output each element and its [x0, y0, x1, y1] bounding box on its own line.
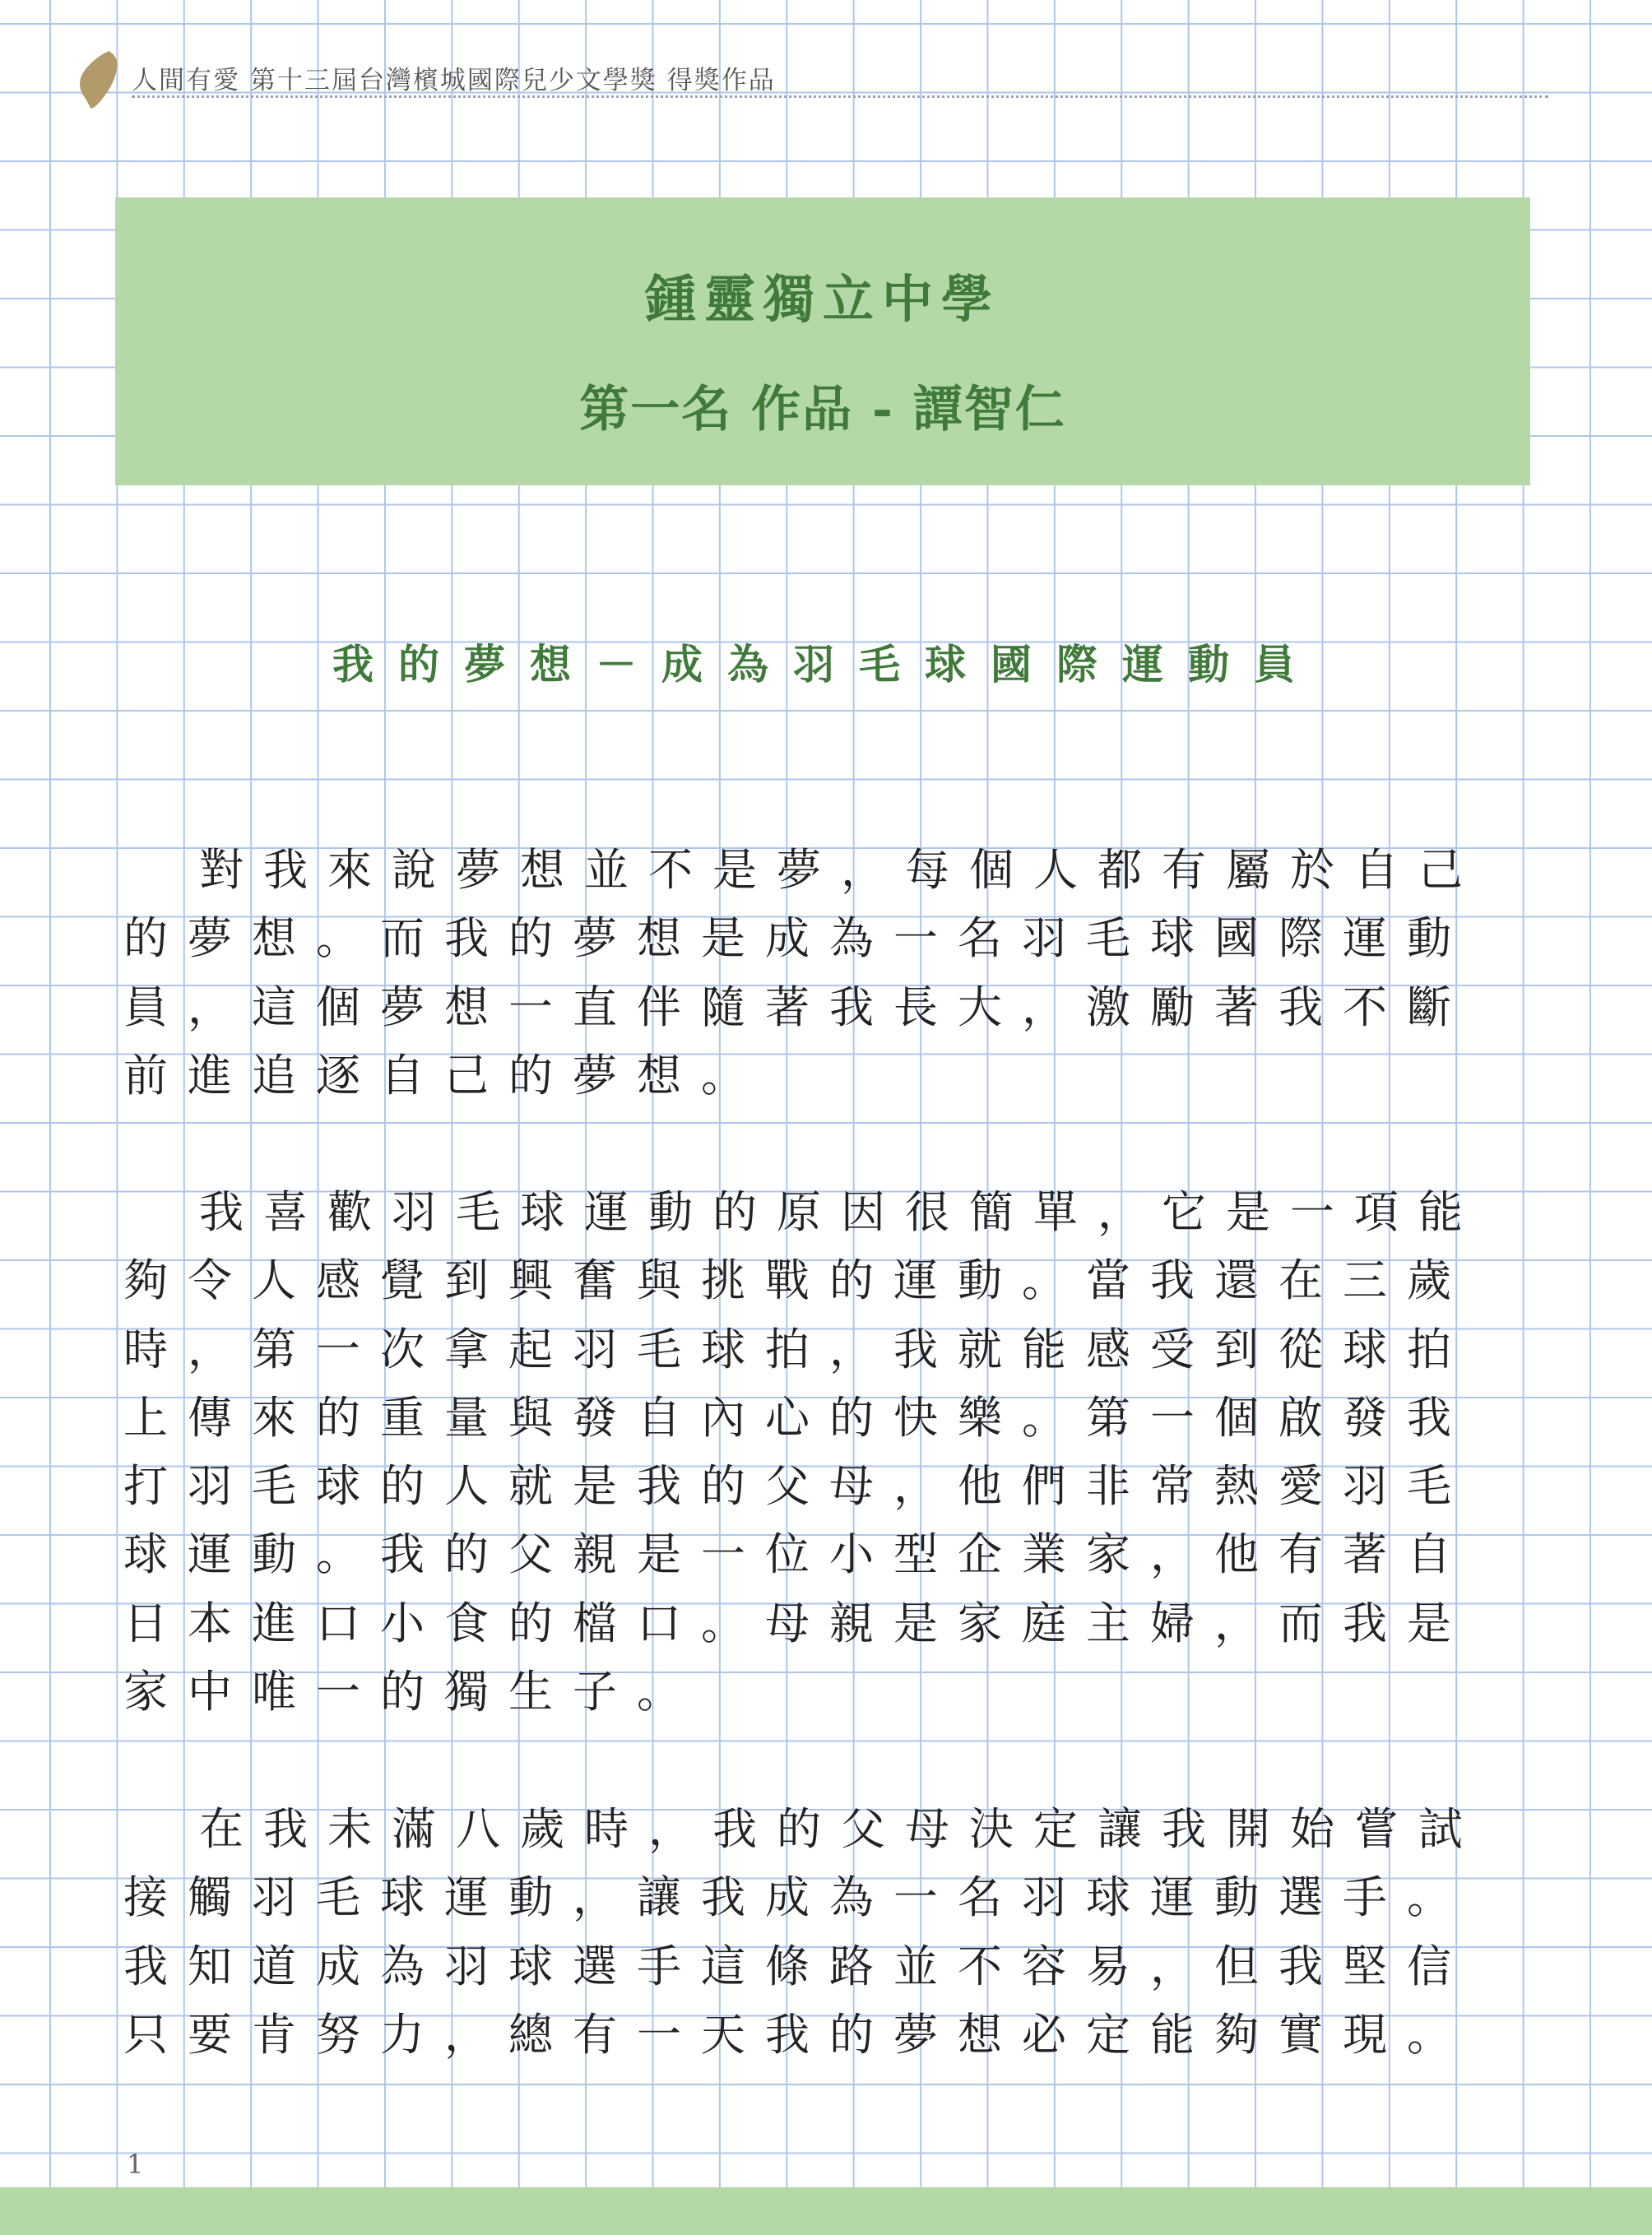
title-banner	[115, 197, 1530, 485]
text-line: 上傳來的重量與發自內心的快樂。第一個啟發我	[123, 1391, 1471, 1444]
text-line: 家中唯一的獨生子。	[123, 1666, 701, 1718]
school-name: 鍾靈獨立中學	[644, 269, 1000, 329]
page-number: 1	[127, 2149, 144, 2180]
text-line: 只要肯努力，總有一天我的夢想必定能夠實現。	[123, 2008, 1471, 2061]
text-line: 接觸羽毛球運動，讓我成為一名羽球運動選手。	[123, 1871, 1471, 1924]
text-line: 員，這個夢想一直伴隨著我長大，激勵著我不斷	[123, 981, 1471, 1033]
text-line: 時，第一次拿起羽毛球拍，我就能感受到從球拍	[123, 1323, 1471, 1375]
text-line: 我知道成為羽球選手這條路並不容易，但我堅信	[123, 1940, 1471, 1992]
paragraph-2	[123, 1178, 1522, 1726]
header-title: 人間有愛 第十三屆台灣檳城國際兒少文學獎 得獎作品	[132, 66, 776, 95]
text-line: 前進追逐自己的夢想。	[123, 1049, 765, 1101]
page-header	[72, 49, 1481, 100]
text-line: 在我未滿八歲時，我的父母決定讓我開始嘗試	[199, 1803, 1483, 1855]
paragraph-3	[123, 1795, 1522, 2069]
header-dotted-rule	[132, 95, 1548, 98]
footer-bar	[0, 2187, 1652, 2235]
essay-title: 我的夢想－成為羽毛球國際運動員	[332, 640, 1320, 689]
text-line: 我喜歡羽毛球運動的原因很簡單，它是一項能	[199, 1186, 1483, 1238]
text-line: 的夢想。而我的夢想是成為一名羽毛球國際運動	[123, 912, 1471, 965]
award-line: 第一名 作品 - 譚智仁	[579, 381, 1066, 438]
text-line: 打羽毛球的人就是我的父母，他們非常熱愛羽毛	[123, 1460, 1471, 1513]
paragraph-1	[123, 836, 1522, 1110]
taiwan-map-icon	[72, 49, 122, 110]
text-line: 夠令人感覺到興奮與挑戰的運動。當我還在三歲	[123, 1254, 1471, 1307]
text-line: 球運動。我的父親是一位小型企業家，他有著自	[123, 1528, 1471, 1581]
text-line: 日本進口小食的檔口。母親是家庭主婦，而我是	[123, 1597, 1471, 1649]
text-line: 對我來說夢想並不是夢，每個人都有屬於自己	[199, 844, 1483, 896]
